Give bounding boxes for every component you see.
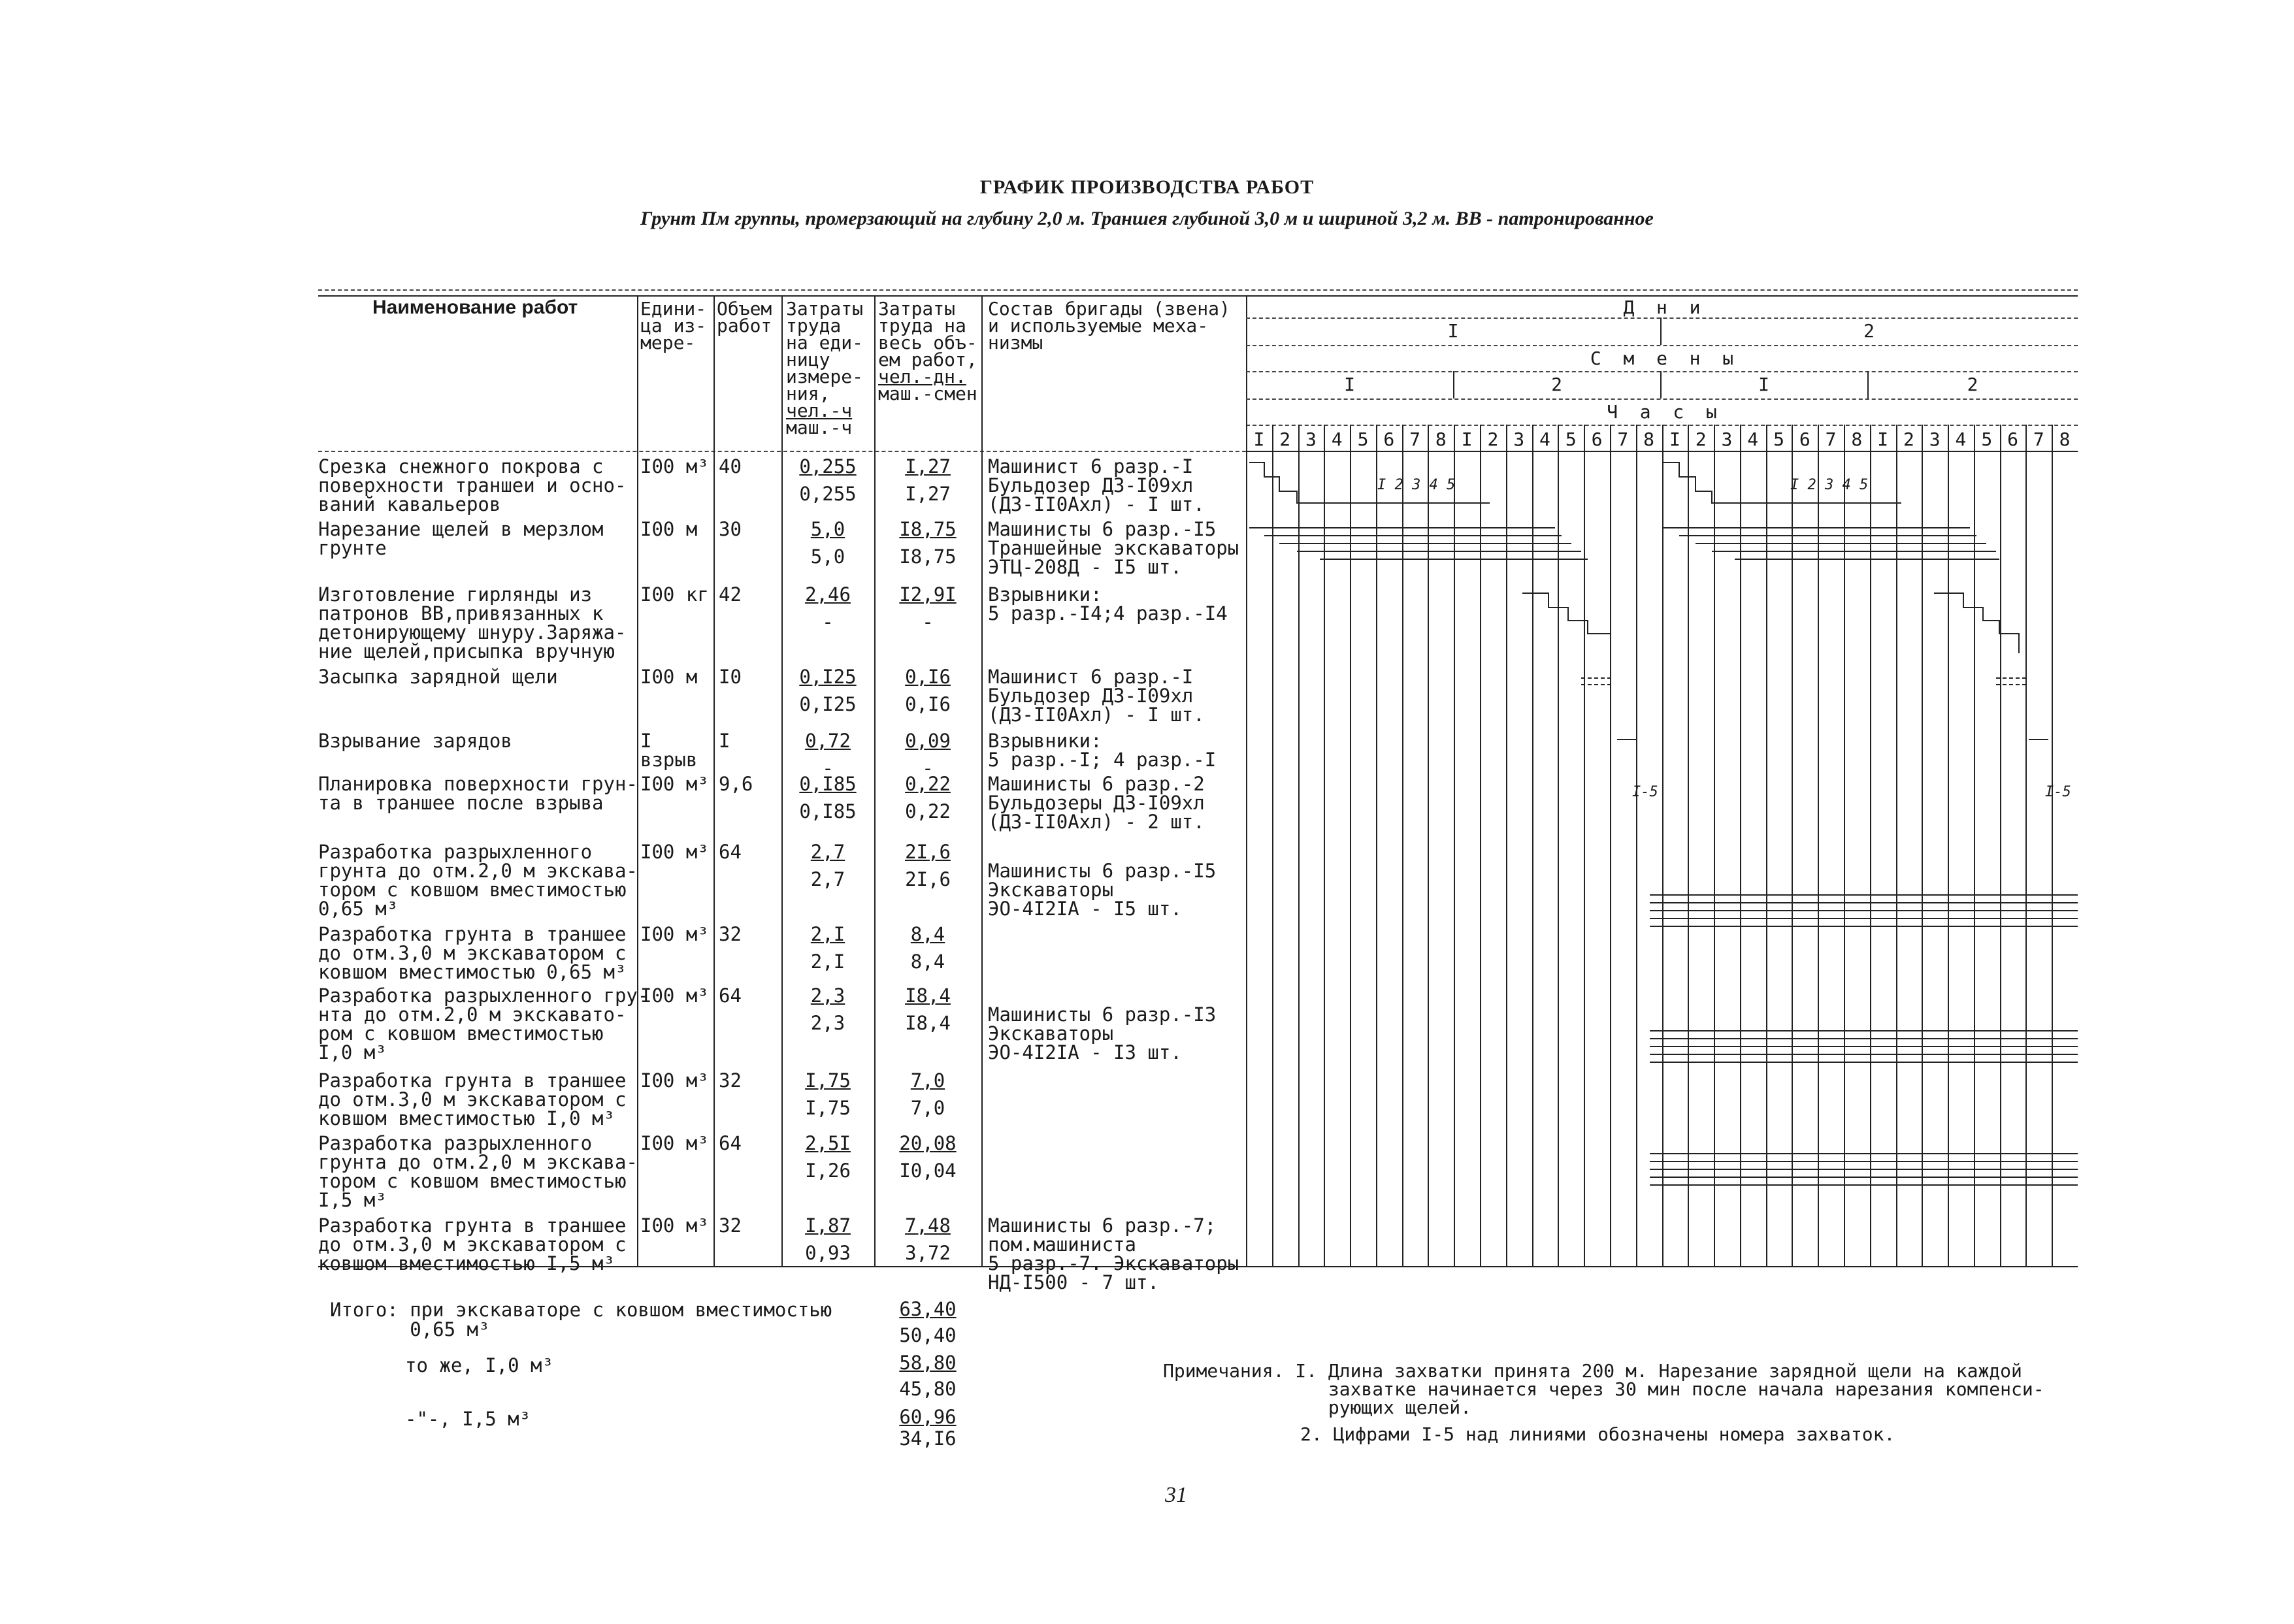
crew-composition: Машинисты 6 разр.-I3 Экскаваторы ЭО-4I2IА - I3 шт. [988, 1003, 1217, 1064]
hour-label: 8 [1435, 429, 1447, 450]
labor-unit-2: 2,I [810, 950, 845, 973]
work-volume: I [719, 730, 730, 752]
labor-total-1: 8,4 [910, 923, 945, 945]
labor-unit-1: 0,I85 [799, 773, 857, 795]
header-shift-3: I [1758, 374, 1769, 395]
work-name: Нарезание щелей в мерзлом грунте [318, 518, 604, 559]
labor-total-2: 0,22 [905, 800, 951, 822]
work-name: Планировка поверхности грун- та в траншее после взрыва [318, 773, 638, 814]
work-name: Разработка грунта в траншее до отм.3,0 м экскаватором с ковшом вместимостью 0,65 м³ [318, 923, 627, 983]
labor-total-2: I8,4 [905, 1012, 951, 1034]
labor-total-1: I2,9I [899, 583, 957, 606]
labor-unit-1: 0,72 [805, 730, 851, 752]
hour-label: 5 [1981, 429, 1993, 450]
labor-unit-2: I,75 [805, 1097, 851, 1119]
hour-label: 7 [1617, 429, 1629, 450]
total-1b: 50,40 [899, 1324, 957, 1346]
work-volume: 32 [719, 923, 742, 945]
hour-label: 3 [1305, 429, 1317, 450]
crew-composition: Взрывники: 5 разр.-I; 4 разр.-I [988, 730, 1217, 771]
work-unit: I00 м³ [640, 773, 709, 795]
hour-label: 5 [1773, 429, 1784, 450]
gantt-label-r1-shift1: I 2 3 4 5 [1377, 477, 1456, 493]
labor-unit-2: 0,255 [799, 483, 857, 505]
labor-unit-1: 2,46 [805, 583, 851, 606]
totals-line-1: Итого: при экскаваторе с ковшом вместимостью 0,65 м³ [330, 1299, 832, 1340]
note-2: 2. Цифрами I-5 над линиями обозначены номера захваток. [1300, 1423, 1895, 1445]
hour-label: 6 [1799, 429, 1811, 450]
labor-unit-2: 5,0 [810, 545, 845, 568]
labor-unit-2: - [822, 611, 834, 633]
hour-label: 7 [1409, 429, 1420, 450]
header-volume: Объем работ [717, 298, 772, 336]
labor-unit-1: I,75 [805, 1069, 851, 1092]
header-shift-2: 2 [1551, 374, 1562, 395]
header-labor-total-u1: чел.-дн. [878, 366, 966, 387]
hour-label: 8 [1643, 429, 1655, 450]
header-day-1: I [1447, 320, 1459, 342]
labor-total-2: - [922, 757, 934, 779]
total-2b: 45,80 [899, 1378, 957, 1400]
labor-total-1: I8,75 [899, 518, 957, 540]
work-unit: I00 м³ [640, 1214, 709, 1237]
hour-label: 6 [2007, 429, 2018, 450]
crew-composition: Машинисты 6 разр.-7; пом.машиниста 5 разр.-7. Экскаваторы НД-I500 - 7 шт. [988, 1214, 1239, 1293]
hour-label: I [1669, 429, 1680, 450]
crew-composition: Машинист 6 разр.-I Бульдозер ДЗ-I09хл (ДЗ-II0Ахл) - I шт. [988, 455, 1205, 515]
gantt-label-r6-b: I-5 [2045, 784, 2071, 800]
header-shifts: С м е н ы [1590, 348, 1734, 369]
work-name: Срезка снежного покрова с поверхности траншеи и осно- ваний кавальеров [318, 455, 627, 515]
labor-unit-2: 0,93 [805, 1242, 851, 1264]
note-1: Примечания. I. Длина захватки принята 200 м. Нарезание зарядной щели на каждой захватке начинается через 30 мин после начала нарезания компенси- рующих щелей. [1163, 1360, 2044, 1418]
work-unit: I00 м³ [640, 455, 709, 478]
work-unit: I00 кг [640, 583, 709, 606]
labor-unit-1: 2,7 [810, 841, 845, 863]
hour-label: 3 [1721, 429, 1733, 450]
labor-total-1: 20,08 [899, 1132, 957, 1154]
labor-total-2: I0,04 [899, 1160, 957, 1182]
work-name: Засыпка зарядной щели [318, 666, 558, 688]
labor-unit-2: 0,I85 [799, 800, 857, 822]
work-name: Разработка грунта в траншее до отм.3,0 м экскаватором с ковшом вместимостью I,5 м³ [318, 1214, 627, 1275]
labor-total-1: 0,I6 [905, 666, 951, 688]
labor-total-2: 7,0 [910, 1097, 945, 1119]
gantt-label-r1-shift3: I 2 3 4 5 [1790, 477, 1869, 493]
labor-total-1: I,27 [905, 455, 951, 478]
crew-composition: Машинисты 6 разр.-2 Бульдозеры ДЗ-I09хл (ДЗ-II0Ахл) - 2 шт. [988, 773, 1205, 833]
totals-line-3: -"-, I,5 м³ [405, 1408, 531, 1430]
header-labor-unit: Затраты труда на еди- ницу измере- ния, [786, 298, 864, 404]
work-name: Разработка разрыхленного гру- нта до отм.2,0 м экскавато- ром с ковшом вместимостью I,0 м³ [318, 984, 649, 1064]
hour-label: 2 [1279, 429, 1291, 450]
total-3a: 60,96 [899, 1406, 957, 1428]
work-unit: I00 м³ [640, 923, 709, 945]
labor-total-2: - [922, 611, 934, 633]
work-name: Разработка разрыхленного грунта до отм.2,0 м экскава- тором с ковшом вместимостью I,5 м³ [318, 1132, 638, 1211]
hour-label: 2 [1903, 429, 1914, 450]
document-title: ГРАФИК ПРОИЗВОДСТВА РАБОТ [979, 176, 1315, 198]
hour-label: 4 [1331, 429, 1343, 450]
labor-unit-1: 5,0 [810, 518, 845, 540]
hour-label: 7 [2033, 429, 2044, 450]
labor-total-2: I,27 [905, 483, 951, 505]
hour-label: 2 [1487, 429, 1499, 450]
work-volume: 64 [719, 841, 742, 863]
header-labor-total: Затраты труда на весь объ- ем работ, [878, 298, 977, 370]
work-unit: I00 м³ [640, 1069, 709, 1092]
total-3b: 34,I6 [899, 1427, 957, 1450]
hour-label: I [1253, 429, 1265, 450]
labor-total-1: 2I,6 [905, 841, 951, 863]
work-volume: 64 [719, 984, 742, 1007]
labor-unit-1: 2,I [810, 923, 845, 945]
total-1a: 63,40 [899, 1298, 957, 1320]
crew-composition: Машинист 6 разр.-I Бульдозер ДЗ-I09хл (ДЗ-II0Ахл) - I шт. [988, 666, 1205, 726]
labor-unit-2: 2,3 [810, 1012, 845, 1034]
gantt-label-r6-a: I-5 [1632, 784, 1658, 800]
header-labor-unit-u2: маш.-ч [786, 417, 853, 438]
work-unit: I00 м³ [640, 841, 709, 863]
work-volume: 42 [719, 583, 742, 606]
hour-label: 2 [1695, 429, 1707, 450]
work-unit: I00 м [640, 518, 698, 540]
hour-label: 5 [1565, 429, 1577, 450]
labor-unit-1: 2,3 [810, 984, 845, 1007]
labor-total-1: 0,22 [905, 773, 951, 795]
hour-label: 8 [2059, 429, 2071, 450]
labor-unit-1: I,87 [805, 1214, 851, 1237]
work-unit: I00 м [640, 666, 698, 688]
labor-unit-2: I,26 [805, 1160, 851, 1182]
labor-unit-2: - [822, 757, 834, 779]
hour-label: I [1877, 429, 1889, 450]
work-name: Изготовление гирлянды из патронов ВВ,привязанных к детонирующему шнуру.Заряжа- ние щелей,присыпка вручную [318, 583, 627, 662]
header-unit: Едини- ца из- мере- [640, 298, 707, 353]
header-shift-1: I [1344, 374, 1355, 395]
labor-total-2: 8,4 [910, 950, 945, 973]
labor-total-1: 7,0 [910, 1069, 945, 1092]
hour-label: 4 [1539, 429, 1550, 450]
page-number: 31 [1165, 1483, 1187, 1507]
work-volume: 9,6 [719, 773, 753, 795]
header-crew: Состав бригады (звена) и используемые меха- низмы [988, 298, 1230, 353]
hour-label: 3 [1513, 429, 1525, 450]
hour-label: 3 [1929, 429, 1941, 450]
header-shift-4: 2 [1967, 374, 1978, 395]
work-volume: 30 [719, 518, 742, 540]
work-volume: 40 [719, 455, 742, 478]
hour-label: 8 [1851, 429, 1863, 450]
crew-composition: Взрывники: 5 разр.-I4;4 разр.-I4 [988, 583, 1228, 625]
hour-label: 7 [1825, 429, 1837, 450]
labor-unit-1: 0,255 [799, 455, 857, 478]
hour-label: 4 [1747, 429, 1759, 450]
work-volume: I0 [719, 666, 742, 688]
totals-line-2: то же, I,0 м³ [405, 1354, 553, 1376]
work-unit: I00 м³ [640, 1132, 709, 1154]
hour-label: 6 [1383, 429, 1395, 450]
work-volume: 32 [719, 1214, 742, 1237]
header-hours: Ч а с ы [1607, 401, 1717, 423]
labor-total-1: 0,09 [905, 730, 951, 752]
work-name: Взрывание зарядов [318, 730, 512, 752]
header-name: Наименование работ [372, 297, 578, 318]
header-labor-unit-u1: чел.-ч [786, 400, 853, 421]
work-unit: I взрыв [640, 730, 698, 771]
hour-label: 4 [1955, 429, 1967, 450]
labor-total-1: 7,48 [905, 1214, 951, 1237]
labor-total-1: I8,4 [905, 984, 951, 1007]
labor-total-2: 2I,6 [905, 868, 951, 890]
crew-composition: Машинисты 6 разр.-I5 Экскаваторы ЭО-4I2IА - I5 шт. [988, 860, 1217, 920]
labor-unit-1: 2,5I [805, 1132, 851, 1154]
labor-total-2: I8,75 [899, 545, 957, 568]
work-volume: 32 [719, 1069, 742, 1092]
work-unit: I00 м³ [640, 984, 709, 1007]
labor-total-2: 0,I6 [905, 693, 951, 715]
header-days: Д н и [1623, 297, 1701, 318]
document-subtitle: Грунт Пм группы, промерзающий на глубину 2,0 м. Траншея глубиной 3,0 м и шириной 3,2 м. ВВ - патронированное [640, 208, 1654, 229]
labor-total-2: 3,72 [905, 1242, 951, 1264]
work-volume: 64 [719, 1132, 742, 1154]
labor-unit-1: 0,I25 [799, 666, 857, 688]
total-2a: 58,80 [899, 1352, 957, 1374]
hour-label: 5 [1357, 429, 1369, 450]
header-labor-total-u2: маш.-смен [878, 383, 977, 404]
labor-unit-2: 0,I25 [799, 693, 857, 715]
hour-label: I [1461, 429, 1473, 450]
crew-composition: Машинисты 6 разр.-I5 Траншейные экскаваторы ЭТЦ-208Д - I5 шт. [988, 518, 1239, 578]
header-day-2: 2 [1863, 320, 1875, 342]
labor-unit-2: 2,7 [810, 868, 845, 890]
hour-label: 6 [1591, 429, 1603, 450]
work-name: Разработка разрыхленного грунта до отм.2,0 м экскава- тором с ковшом вместимостью 0,65 м³ [318, 841, 638, 920]
work-name: Разработка грунта в траншее до отм.3,0 м экскаватором с ковшом вместимостью I,0 м³ [318, 1069, 627, 1129]
